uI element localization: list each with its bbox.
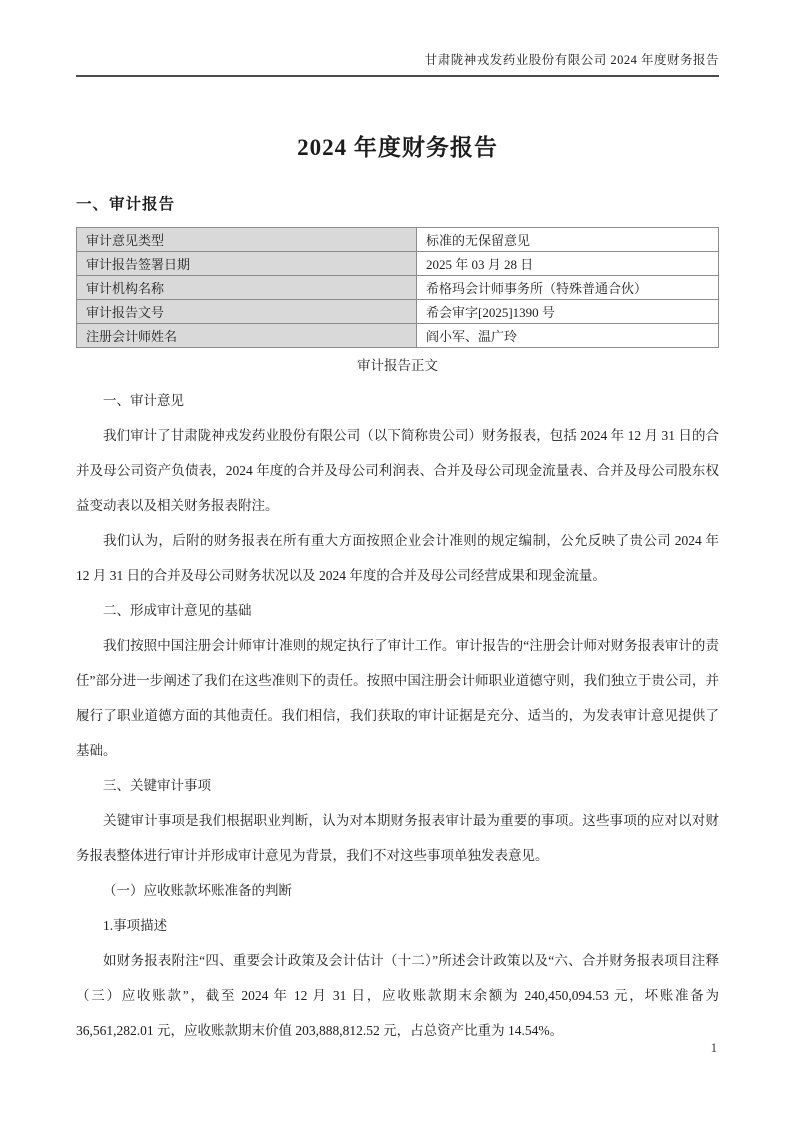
table-row xyxy=(77,252,719,276)
table-value-cell: 希格玛会计师事务所（特殊普通合伙） xyxy=(417,276,719,300)
table-label-cell: 注册会计师姓名 xyxy=(77,324,417,348)
body-heading: 二、形成审计意见的基础 xyxy=(103,603,252,618)
table-row xyxy=(77,300,719,324)
table-value-cell: 阎小军、温广玲 xyxy=(417,324,719,348)
audit-summary-table xyxy=(76,227,719,348)
body-heading: （一）应收账款坏账准备的判断 xyxy=(103,883,292,898)
body-heading: 一、审计意见 xyxy=(103,393,184,408)
table-row xyxy=(77,228,719,252)
table-value-cell: 2025 年 03 月 28 日 xyxy=(417,252,719,276)
section-heading-audit-report: 一、审计报告 xyxy=(76,196,176,213)
paragraph: 关键审计事项是我们根据职业判断，认为对本期财务报表审计最为重要的事项。这些事项的应对以对财务报表整体进行审计并形成审计意见为背景，我们不对这些事项单独发表意见。 xyxy=(76,813,719,863)
paragraph: 我们按照中国注册会计师审计准则的规定执行了审计工作。审计报告的“注册会计师对财务报表审计的责任”部分进一步阐述了我们在这些准则下的责任。按照中国注册会计师职业道德守则，我们独立于贵公司，并履行了职业道德方面的其他责任。我们相信，我们获取的审计证据是充分、适当的，为发表审计意见提供了基础。 xyxy=(76,638,719,758)
table-label-cell: 审计意见类型 xyxy=(77,228,417,252)
table-label-cell: 审计报告签署日期 xyxy=(77,252,417,276)
table-value-cell: 标准的无保留意见 xyxy=(417,228,719,252)
table-label-cell: 审计机构名称 xyxy=(77,276,417,300)
paragraph: 如财务报表附注“四、重要会计政策及会计估计（十二）”所述会计政策以及“六、合并财务报表项目注释（三）应收账款”，截至 2024 年 12 月 31 日，应收账款期末余额为 240,450,094.53 元，坏账准备为 36,561,282.01 元，应收账款期末价值 203,888,812.52 元，占总资产比重为 14.54%。 xyxy=(76,953,719,1038)
table-label-cell: 审计报告文号 xyxy=(77,300,417,324)
table-row xyxy=(77,324,719,348)
table-value-cell: 希会审字[2025]1390 号 xyxy=(417,300,719,324)
page-title: 2024 年度财务报告 xyxy=(297,135,498,160)
paragraph: 我们认为，后附的财务报表在所有重大方面按照企业会计准则的规定编制，公允反映了贵公司 2024 年 12 月 31 日的合并及母公司财务状况以及 2024 年度的合并及母公司经营成果和现金流量。 xyxy=(76,533,719,583)
running-header: 甘肃陇神戎发药业股份有限公司 2024 年度财务报告 xyxy=(76,50,719,77)
page-number: 1 xyxy=(710,1041,717,1055)
table-row xyxy=(77,276,719,300)
paragraph: 我们审计了甘肃陇神戎发药业股份有限公司（以下简称贵公司）财务报表，包括 2024 年 12 月 31 日的合并及母公司资产负债表，2024 年度的合并及母公司利润表、合并及母公司现金流量表、合并及母公司股东权益变动表以及相关财务报表附注。 xyxy=(76,428,719,513)
body-subtitle: 审计报告正文 xyxy=(357,358,438,373)
body-heading: 三、关键审计事项 xyxy=(103,778,211,793)
report-body xyxy=(76,348,719,1048)
body-heading: 1.事项描述 xyxy=(103,918,168,933)
